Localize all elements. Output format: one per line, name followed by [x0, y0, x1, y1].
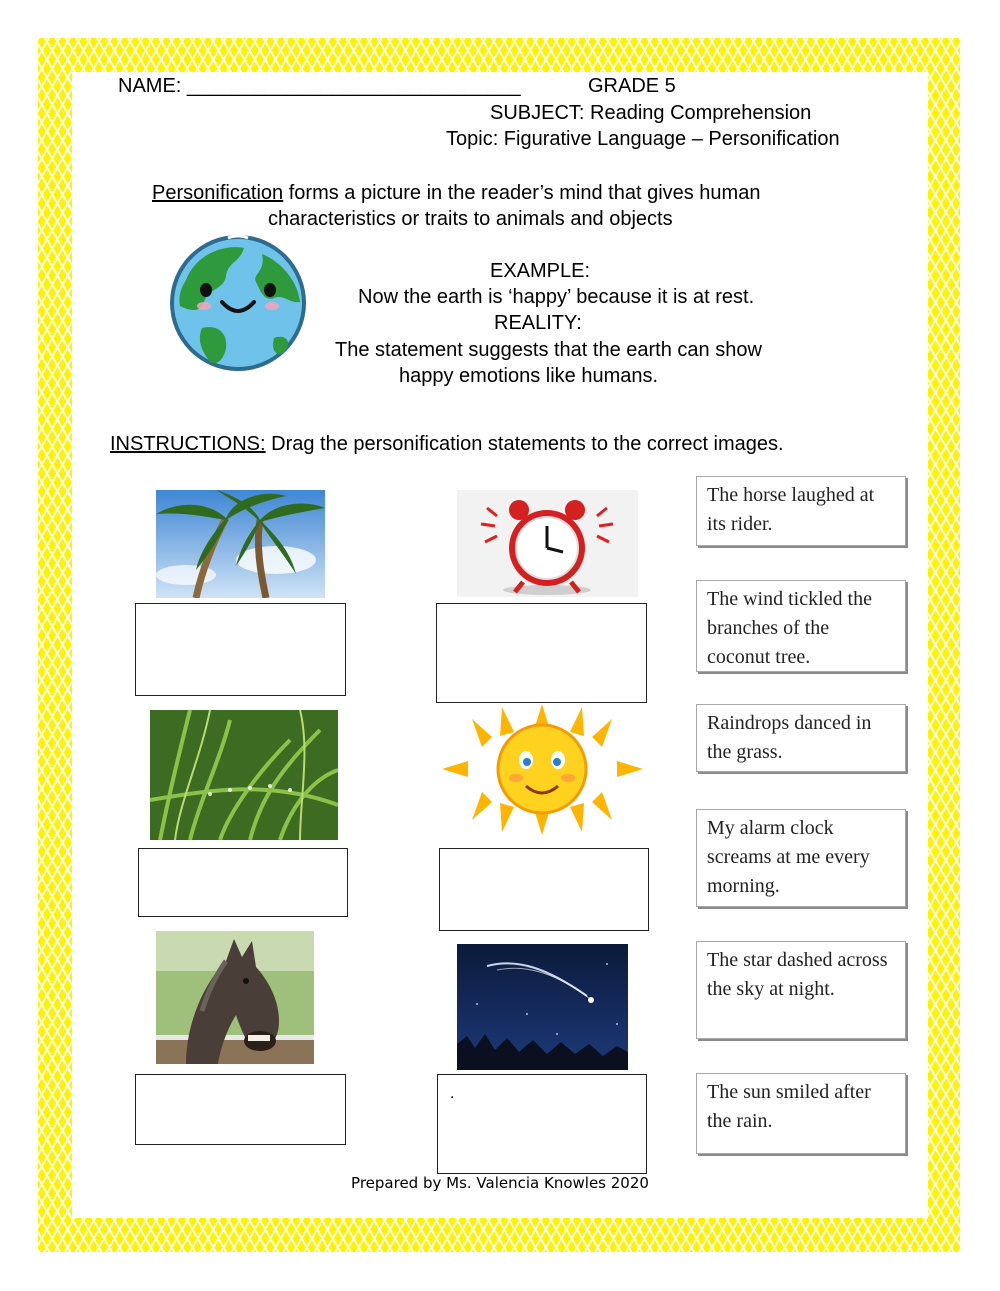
definition-line-2: characteristics or traits to animals and objects [268, 208, 673, 230]
drop-box-sun[interactable] [439, 848, 649, 931]
statement-card-star[interactable]: The star dashed across the sky at night. [696, 941, 906, 1039]
statement-card-raindrops[interactable]: Raindrops danced in the grass. [696, 704, 906, 772]
shooting-star-image [457, 944, 628, 1070]
happy-earth-icon [166, 232, 310, 374]
reality-text-1: The statement suggests that the earth can show [335, 339, 762, 361]
reality-label: REALITY: [494, 312, 582, 334]
topic-label: Topic: Figurative Language – Personification [446, 128, 840, 150]
instructions-label: INSTRUCTIONS: [110, 433, 266, 455]
drop-box-grass[interactable] [138, 848, 348, 917]
statement-card-sun[interactable]: The sun smiled after the rain. [696, 1073, 906, 1154]
reality-text-2: happy emotions like humans. [399, 365, 659, 387]
personification-term: Personification [152, 182, 284, 204]
grade-label: GRADE 5 [588, 75, 676, 97]
instructions-text: Drag the personification statements to the correct images. [265, 433, 784, 455]
statement-card-horse[interactable]: The horse laughed at its rider. [696, 476, 906, 546]
drop-box-horse[interactable] [135, 1074, 346, 1145]
subject-label: SUBJECT: Reading Comprehension [490, 102, 812, 124]
definition-rest: forms a picture in the reader’s mind that gives human [283, 182, 761, 204]
alarm-clock-image [457, 490, 638, 597]
statement-card-alarm-clock[interactable]: My alarm clock screams at me every morning. [696, 809, 906, 907]
statement-card-wind[interactable]: The wind tickled the branches of the coconut tree. [696, 580, 906, 672]
horse-image [156, 931, 314, 1064]
drop-box-palm-tree[interactable] [135, 603, 346, 696]
definition-line-1 [152, 181, 760, 205]
smiling-sun-image [440, 702, 645, 837]
drop-box-alarm-clock[interactable] [436, 603, 647, 703]
drop-box-shooting-star[interactable]: . [437, 1074, 647, 1174]
example-label: EXAMPLE: [490, 260, 591, 282]
footer-credit: Prepared by Ms. Valencia Knowles 2020 [351, 1174, 649, 1192]
example-text: Now the earth is ‘happy’ because it is at rest. [358, 286, 755, 308]
palm-tree-image [156, 490, 325, 598]
grass-image [150, 710, 338, 840]
instructions [110, 432, 784, 456]
name-field-label: NAME: ______________________________ [118, 75, 521, 97]
